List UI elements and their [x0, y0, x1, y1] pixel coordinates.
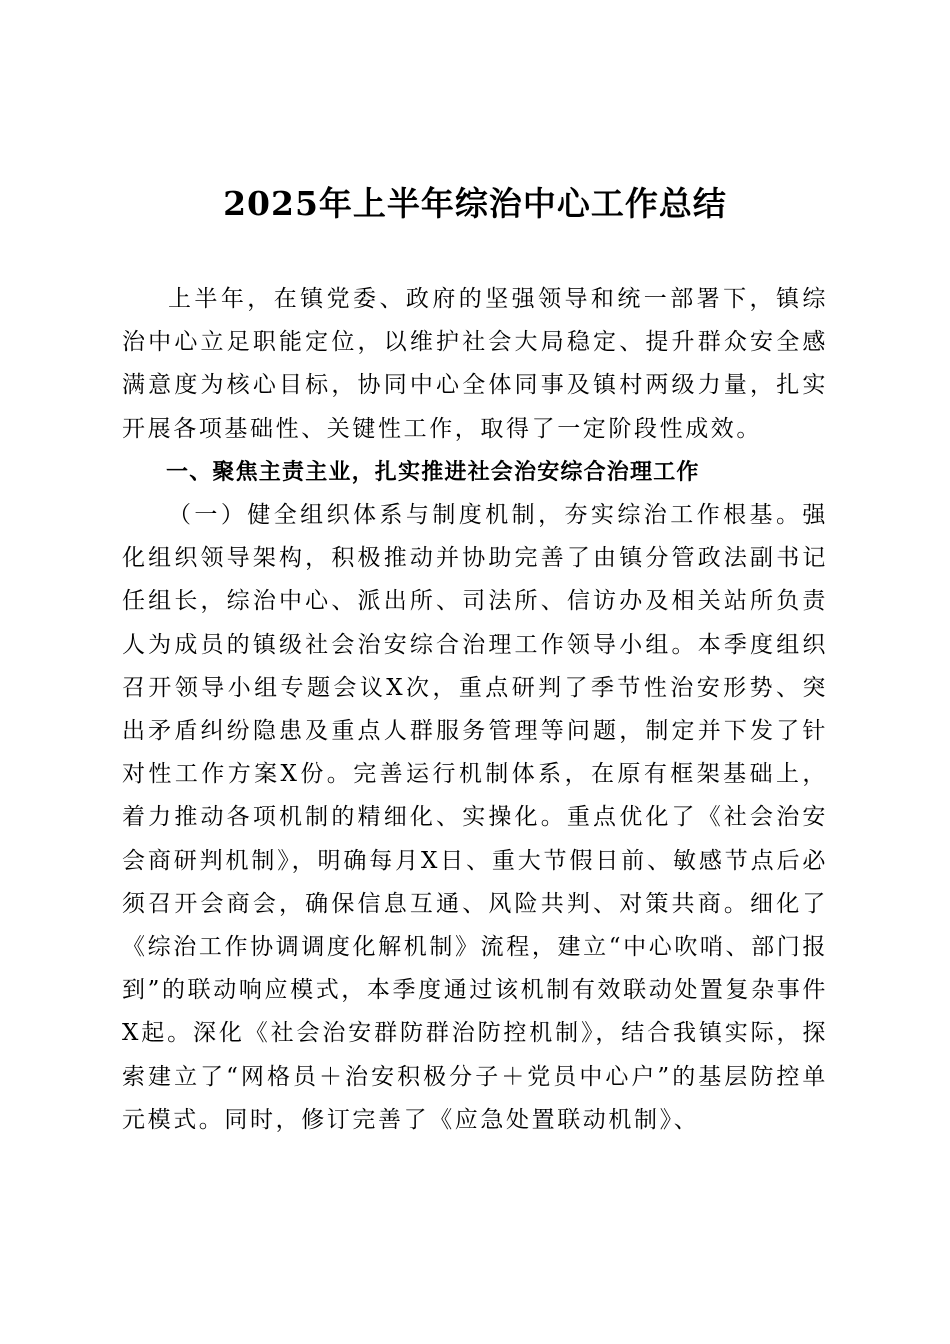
section-1-1-paragraph: （一）健全组织体系与制度机制，夯实综治工作根基。强化组织领导架构，积极推动并协助完善了由镇分管政法副书记任组长，综治中心、派出所、司法所、信访办及相关站所负责人为成员的镇级社会治安综合治理工作领导小组。本季度组织召开领导小组专题会议X次，重点研判了季节性治安形势、突出矛盾纠纷隐患及重点人群服务管理等问题，制定并下发了针对性工作方案X份。完善运行机制体系，在原有框架基础上，着力推动各项机制的精细化、实操化。重点优化了《社会治安会商研判机制》，明确每月X日、重大节假日前、敏感节点后必须召开会商会，确保信息互通、风险共判、对策共商。细化了《综治工作协调调度化解机制》流程，建立“中心吹哨、部门报到”的联动响应模式，本季度通过该机制有效联动处置复杂事件X起。深化《社会治安群防群治防控机制》，结合我镇实际，探索建立了“网格员＋治安积极分子＋党员中心户”的基层防控单元模式。同时，修订完善了《应急处置联动机制》、	[122, 502, 828, 1133]
section-heading-1: 一、聚焦主责主业，扎实推进社会治安综合治理工作	[166, 459, 700, 485]
document-body	[122, 278, 828, 1142]
intro-paragraph: 上半年，在镇党委、政府的坚强领导和统一部署下，镇综治中心立足职能定位，以维护社会大局稳定、提升群众安全感满意度为核心目标，协同中心全体同事及镇村两级力量，扎实开展各项基础性、关键性工作，取得了一定阶段性成效。	[122, 286, 828, 442]
document-title: 2025年上半年综治中心工作总结	[223, 184, 727, 223]
